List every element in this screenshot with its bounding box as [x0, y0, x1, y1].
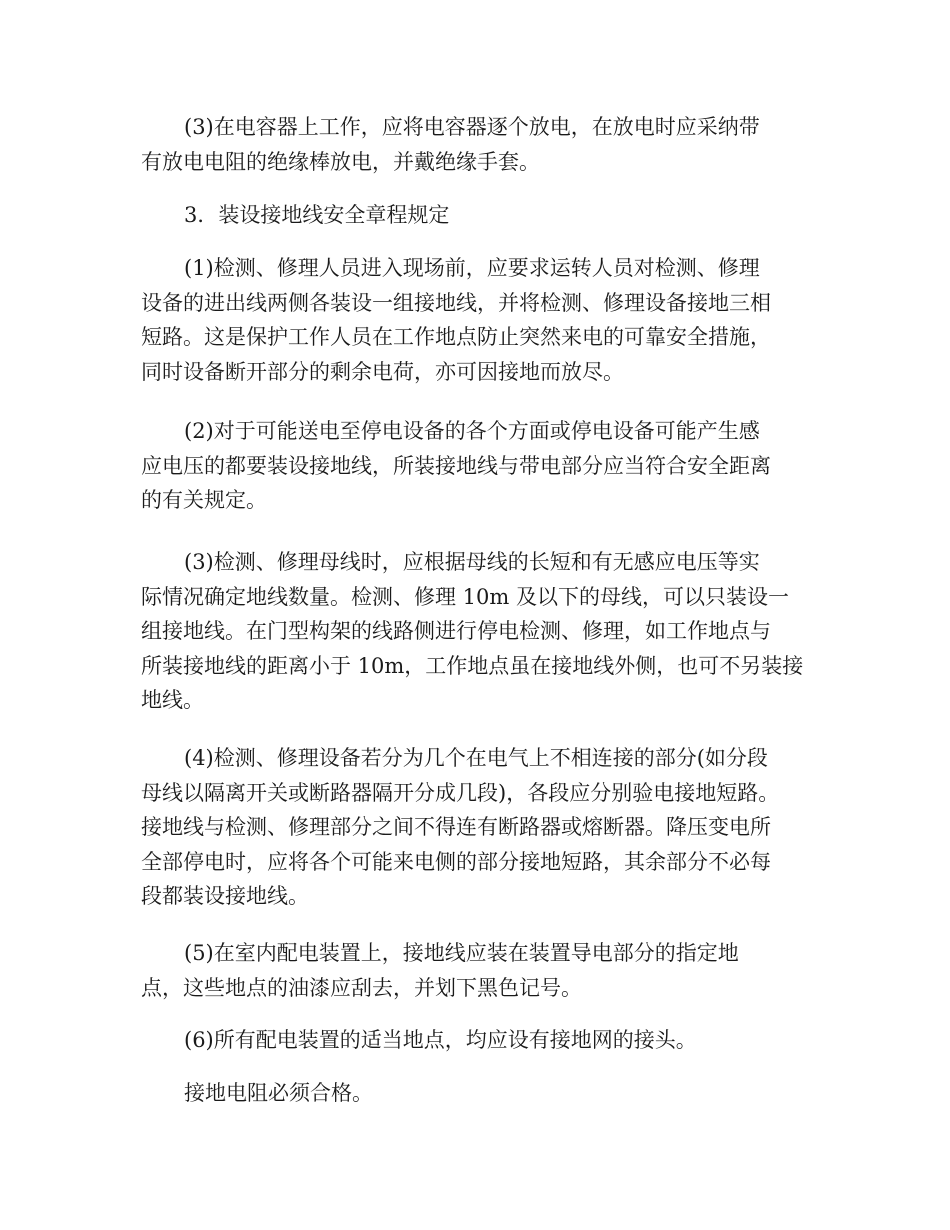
- text-line: 有放电电阻的绝缘棒放电，并戴绝缘手套。: [141, 149, 540, 174]
- text-line: 组接地线。在门型构架的线路侧进行停电检测、修理，如工作地点与: [141, 619, 771, 643]
- text-line: 全部停电时，应将各个可能来电侧的部分接地短路，其余部分不必每: [141, 849, 771, 874]
- text-line: 接地电阻必须合格。: [184, 1081, 373, 1105]
- section-heading-grounding-rules: [141, 198, 809, 233]
- text-line: 设备的进出线两侧各装设一组接地线，并将检测、修理设备接地三相: [141, 290, 771, 315]
- text-line: 地线。: [141, 688, 204, 712]
- text-line: 所装接地线的距离小于 10m，工作地点虽在接地线外侧，也可不另装接: [141, 653, 804, 678]
- text-line: (4)检测、修理设备若分为几个在电气上不相连接的部分(如分段: [184, 746, 768, 770]
- paragraph-rule-4: [141, 741, 809, 914]
- text-line: (3)检测、修理母线时，应根据母线的长短和有无感应电压等实: [184, 550, 760, 574]
- paragraph-rule-3: [141, 545, 809, 718]
- text-line: 母线以隔离开关或断路器隔开分成几段)，各段应分别验电接地短路。: [141, 780, 780, 805]
- paragraph-rule-5: [141, 936, 809, 1005]
- text-line: (1)检测、修理人员进入现场前，应要求运转人员对检测、修理: [184, 256, 760, 280]
- paragraph-rule-1: [141, 251, 809, 389]
- paragraph-rule-6: [141, 1023, 809, 1058]
- text-line: 3．装设接地线安全章程规定: [184, 203, 450, 227]
- text-line: (5)在室内配电装置上，接地线应装在装置导电部分的指定地: [184, 941, 739, 965]
- text-line: 段都装设接地线。: [141, 884, 309, 908]
- paragraph-grounding-resistance: [141, 1076, 809, 1111]
- text-line: 际情况确定地线数量。检测、修理 10m 及以下的母线，可以只装设一: [141, 584, 789, 609]
- text-line: 应电压的都要装设接地线，所装接地线与带电部分应当符合安全距离: [141, 453, 771, 478]
- text-line: 同时设备断开部分的剩余电荷，亦可因接地而放尽。: [141, 359, 624, 384]
- text-line: 的有关规定。: [141, 488, 267, 512]
- paragraph-rule-2: [141, 414, 809, 518]
- text-line: 接地线与检测、修理部分之间不得连有断路器或熔断器。降压变电所: [141, 815, 771, 839]
- text-line: (6)所有配电装置的适当地点，均应设有接地网的接头。: [184, 1028, 697, 1052]
- paragraph-capacitor-discharge: [141, 110, 809, 179]
- text-line: (3)在电容器上工作，应将电容器逐个放电，在放电时应采纳带: [184, 115, 760, 139]
- text-line: (2)对于可能送电至停电设备的各个方面或停电设备可能产生感: [184, 419, 760, 443]
- text-line: 短路。这是保护工作人员在工作地点防止突然来电的可靠安全措施，: [141, 325, 771, 349]
- text-line: 点，这些地点的油漆应刮去，并划下黑色记号。: [141, 975, 582, 1000]
